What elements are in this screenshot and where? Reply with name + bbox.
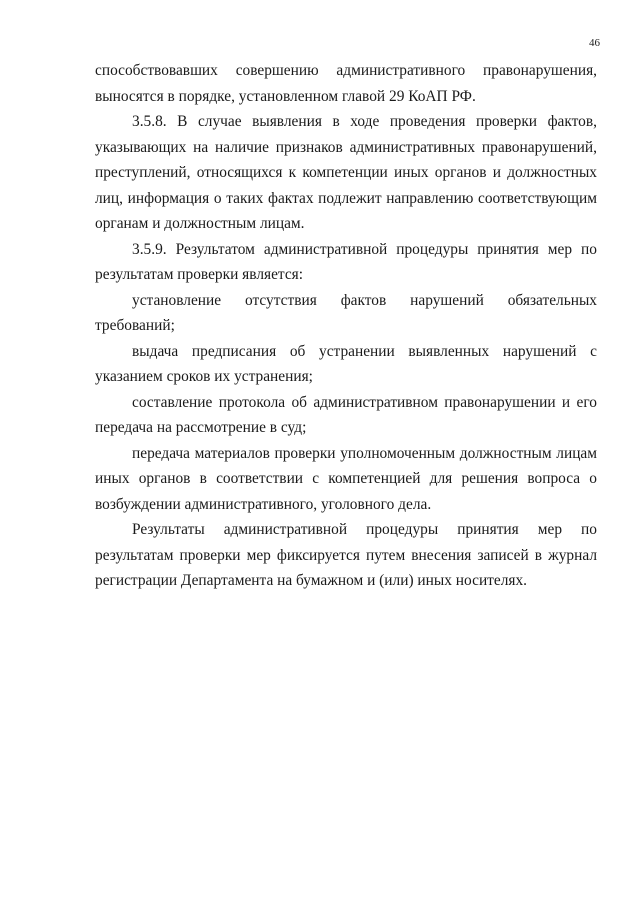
list-item-order-issuance: выдача предписания об устранении выявленных нарушений с указанием сроков их устранения;: [95, 342, 597, 385]
paragraph-3-5-8: 3.5.8. В случае выявления в ходе проведения проверки фактов, указывающих на наличие признаков административных правонарушений, преступлений, относящихся к компетенции иных органов и должностных лиц, информация о таких фактах подлежит направлению соответствующим органам и должностным лицам.: [95, 113, 597, 232]
document-body: [95, 58, 597, 594]
paragraph-continuation: способствовавших совершению административного правонарушения, выносятся в порядке, установленном главой 29 КоАП РФ.: [95, 62, 597, 105]
list-item-materials-transfer: передача материалов проверки уполномоченным должностным лицам иных органов в соответствии с компетенцией для решения вопроса о возбуждении административного, уголовного дела.: [95, 444, 597, 513]
list-item-no-violations: установление отсутствия фактов нарушений обязательных требований;: [95, 291, 597, 334]
paragraph-3-5-9: 3.5.9. Результатом административной процедуры принятия мер по результатам проверки является:: [95, 240, 597, 283]
list-item-protocol: составление протокола об административном правонарушении и его передача на рассмотрение в суд;: [95, 393, 597, 436]
page-number: 46: [589, 37, 600, 49]
paragraph-results-recording: Результаты административной процедуры принятия мер по результатам проверки мер фиксируется путем внесения записей в журнал регистрации Департамента на бумажном и (или) иных носителях.: [95, 521, 597, 589]
